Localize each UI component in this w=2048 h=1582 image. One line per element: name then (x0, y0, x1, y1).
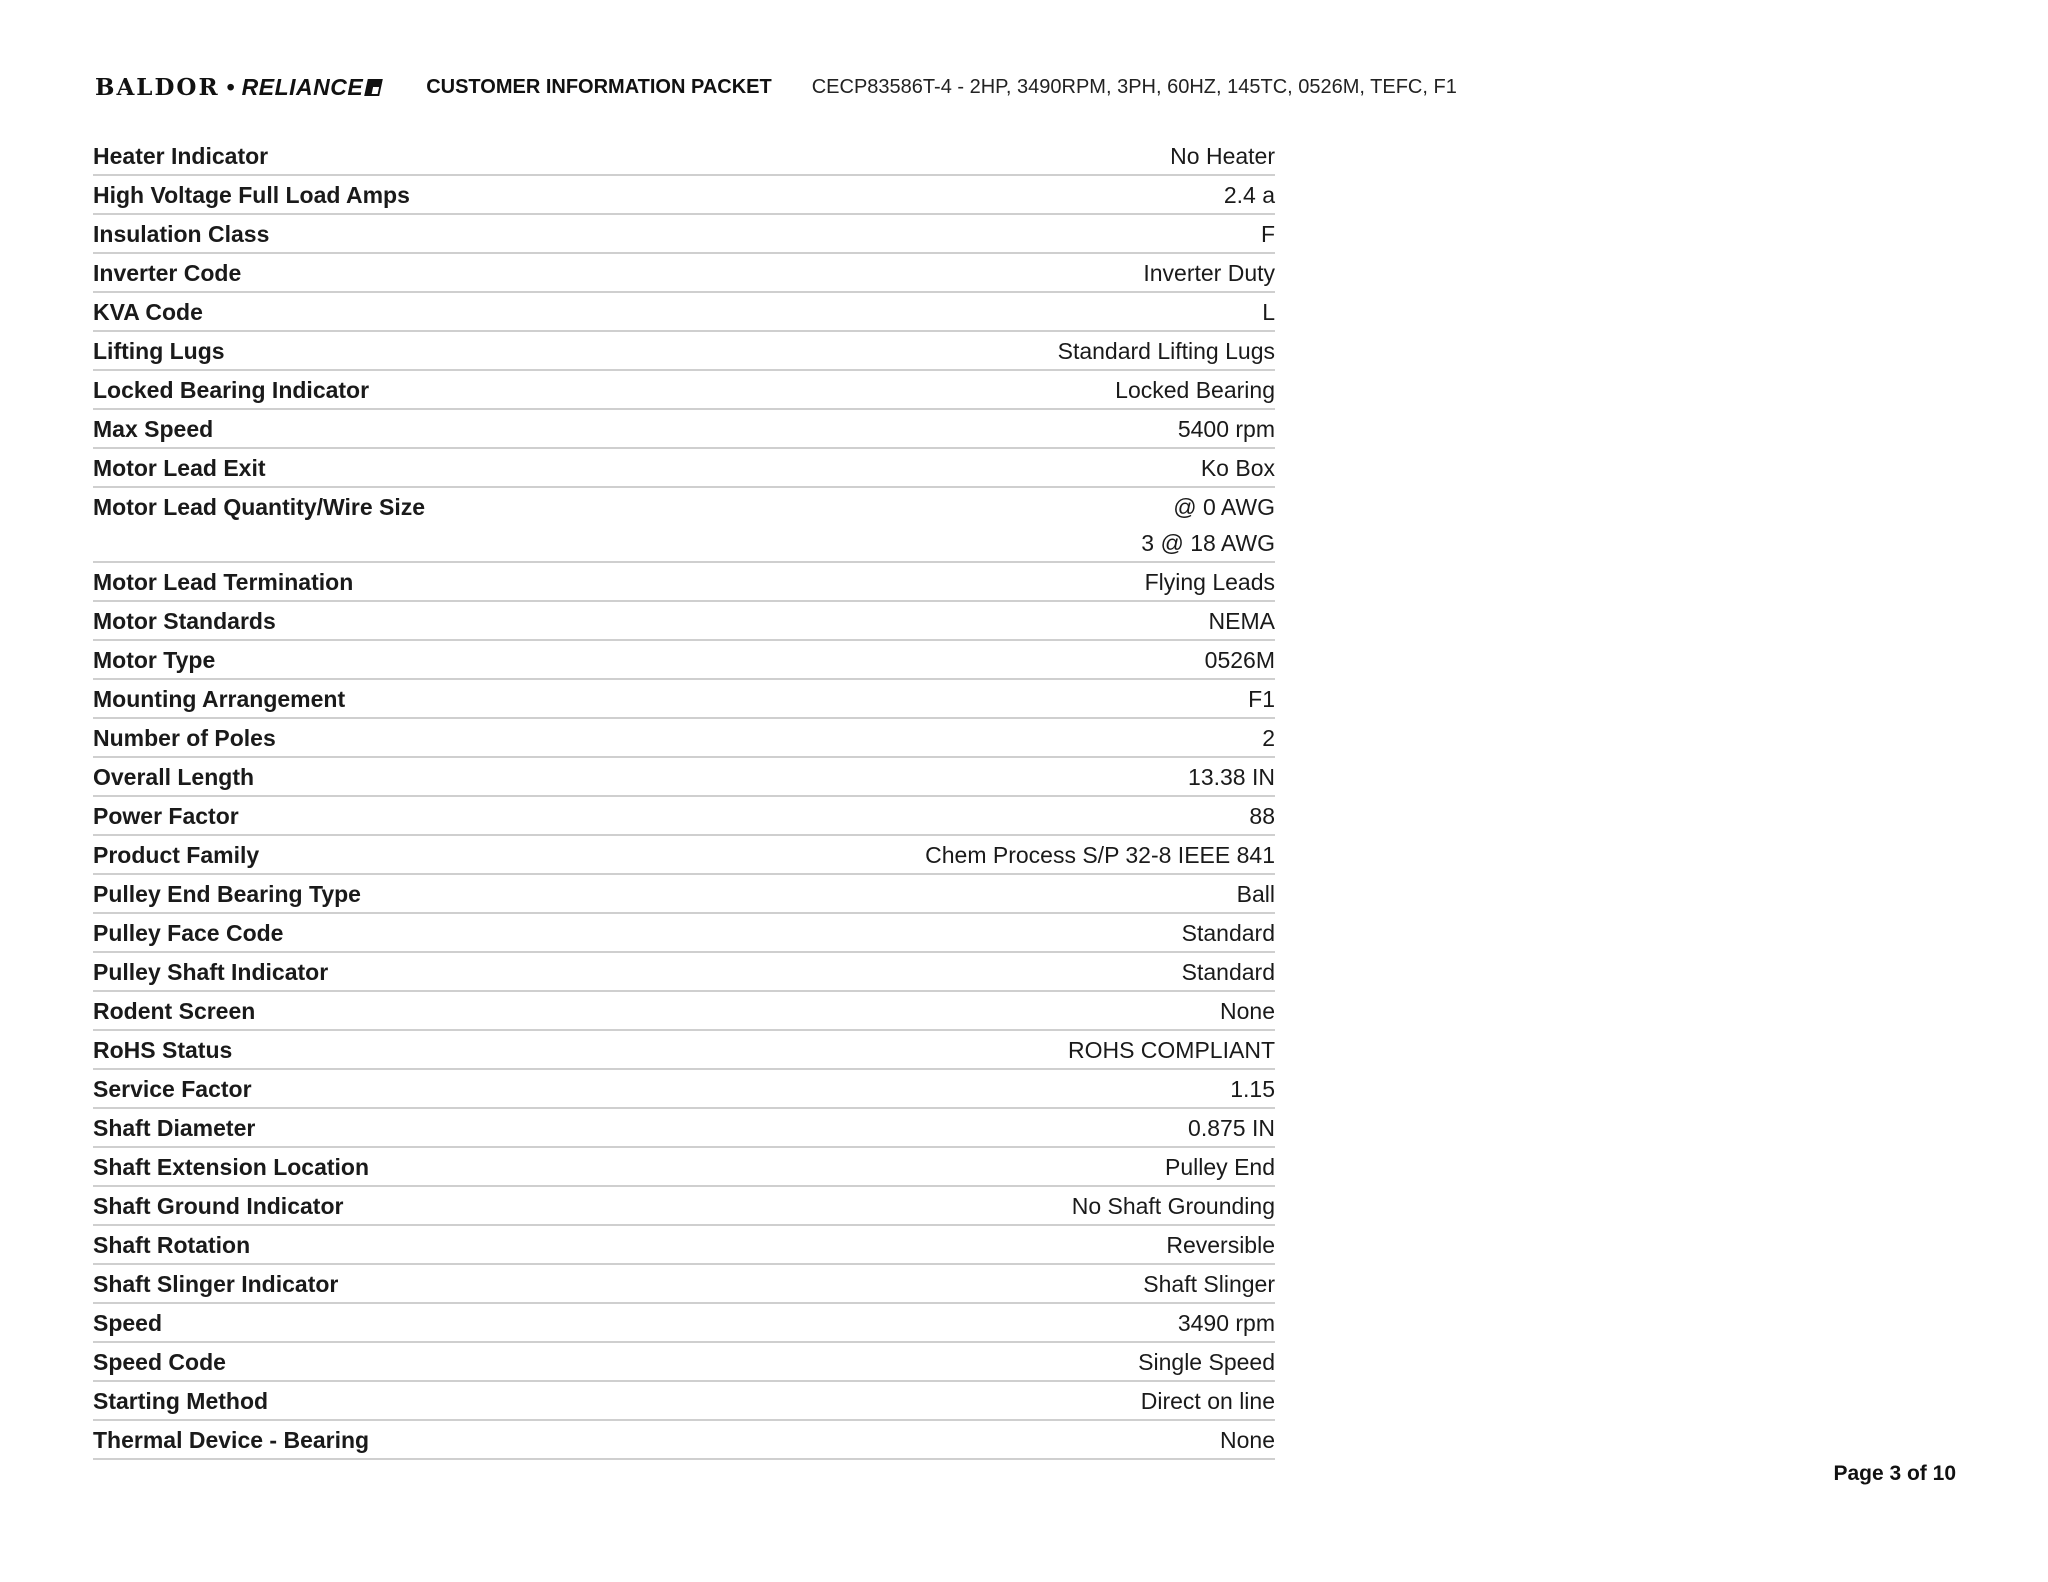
spec-row (93, 1226, 1275, 1265)
spec-label: Number of Poles (93, 725, 276, 751)
spec-value: 1.15 (1230, 1076, 1275, 1102)
document-title: CUSTOMER INFORMATION PACKET (426, 75, 772, 98)
spec-value: 13.38 IN (1188, 764, 1275, 790)
spec-value: Inverter Duty (1143, 260, 1275, 286)
spec-row (93, 1070, 1275, 1109)
spec-label: Starting Method (93, 1388, 269, 1414)
spec-label: Mounting Arrangement (93, 686, 346, 712)
page-header (95, 72, 1457, 102)
spec-label: Pulley Face Code (93, 920, 284, 946)
spec-row (93, 488, 1275, 563)
reliance-mark-icon (364, 79, 383, 96)
spec-value: No Shaft Grounding (1071, 1193, 1275, 1219)
spec-label: Locked Bearing Indicator (93, 377, 370, 403)
spec-label: Speed Code (93, 1349, 226, 1375)
spec-value: 88 (1249, 803, 1275, 829)
logo-separator: • (226, 73, 235, 100)
spec-row (93, 914, 1275, 953)
spec-label: Pulley End Bearing Type (93, 881, 361, 907)
spec-label: Power Factor (93, 803, 239, 829)
spec-value: F (1260, 221, 1275, 247)
spec-value: Pulley End (1165, 1154, 1275, 1180)
spec-row (93, 332, 1275, 371)
spec-label: Shaft Slinger Indicator (93, 1271, 339, 1297)
spec-label: High Voltage Full Load Amps (93, 182, 410, 208)
spec-value: Locked Bearing (1115, 377, 1275, 403)
spec-row (93, 563, 1275, 602)
spec-label: Lifting Lugs (93, 338, 225, 364)
spec-label: KVA Code (93, 299, 203, 325)
spec-value: Single Speed (1138, 1349, 1275, 1375)
spec-row (93, 875, 1275, 914)
spec-label: Speed (93, 1310, 163, 1336)
spec-label: RoHS Status (93, 1037, 233, 1063)
spec-label: Product Family (93, 842, 260, 868)
spec-row (93, 680, 1275, 719)
spec-label: Overall Length (93, 764, 255, 790)
spec-label: Motor Lead Quantity/Wire Size (93, 494, 426, 520)
spec-label: Pulley Shaft Indicator (93, 959, 329, 985)
spec-label: Service Factor (93, 1076, 252, 1102)
spec-label: Heater Indicator (93, 143, 269, 169)
spec-row (93, 797, 1275, 836)
spec-row (93, 1187, 1275, 1226)
spec-value: Standard (1181, 920, 1275, 946)
spec-row (93, 641, 1275, 680)
spec-value: Shaft Slinger (1143, 1271, 1275, 1297)
spec-value: Direct on line (1140, 1388, 1275, 1414)
spec-value-line: @ 0 AWG (1173, 494, 1275, 520)
spec-label: Insulation Class (93, 221, 270, 247)
spec-row (93, 953, 1275, 992)
spec-row (93, 1031, 1275, 1070)
spec-value: Reversible (1166, 1232, 1275, 1258)
spec-row (93, 1343, 1275, 1382)
spec-row (93, 1382, 1275, 1421)
specifications-table (93, 137, 1275, 1460)
spec-value: L (1262, 299, 1275, 325)
spec-value: 2 (1262, 725, 1275, 751)
spec-label: Motor Lead Exit (93, 455, 266, 481)
spec-row (93, 1304, 1275, 1343)
spec-value: Ko Box (1200, 455, 1275, 481)
spec-row (93, 992, 1275, 1031)
spec-value: NEMA (1208, 608, 1275, 634)
spec-row (93, 293, 1275, 332)
spec-label: Inverter Code (93, 260, 242, 286)
spec-row (93, 836, 1275, 875)
spec-value: 3490 rpm (1177, 1310, 1275, 1336)
spec-value: 5400 rpm (1177, 416, 1275, 442)
spec-label: Shaft Ground Indicator (93, 1193, 344, 1219)
logo-reliance-text: RELIANCE (241, 73, 364, 100)
spec-row (93, 602, 1275, 641)
page-number: Page 3 of 10 (1833, 1462, 1956, 1485)
spec-row (93, 758, 1275, 797)
spec-label: Motor Lead Termination (93, 569, 354, 595)
spec-value: No Heater (1170, 143, 1275, 169)
spec-row (93, 719, 1275, 758)
logo-baldor-text: BALDOR (95, 73, 220, 101)
spec-value: Standard Lifting Lugs (1057, 338, 1275, 364)
spec-value: 2.4 a (1223, 182, 1275, 208)
spec-label: Shaft Diameter (93, 1115, 256, 1141)
spec-row (93, 1265, 1275, 1304)
spec-value-line: 3 @ 18 AWG (1141, 530, 1275, 556)
spec-label: Motor Standards (93, 608, 276, 634)
spec-row (93, 1109, 1275, 1148)
spec-value: 0.875 IN (1188, 1115, 1275, 1141)
spec-value (1141, 488, 1275, 561)
spec-row (93, 137, 1275, 176)
spec-value: None (1220, 1427, 1275, 1453)
spec-value: Flying Leads (1144, 569, 1275, 595)
spec-row (93, 1148, 1275, 1187)
spec-value: None (1220, 998, 1275, 1024)
spec-value: ROHS COMPLIANT (1067, 1037, 1275, 1063)
spec-row (93, 371, 1275, 410)
spec-row (93, 254, 1275, 293)
spec-label: Shaft Rotation (93, 1232, 251, 1258)
spec-value: Standard (1181, 959, 1275, 985)
baldor-reliance-logo (95, 74, 381, 101)
spec-value: 0526M (1204, 647, 1275, 673)
spec-label: Max Speed (93, 416, 214, 442)
spec-label: Rodent Screen (93, 998, 256, 1024)
spec-label: Thermal Device - Bearing (93, 1427, 370, 1453)
spec-value: Chem Process S/P 32-8 IEEE 841 (925, 842, 1275, 868)
spec-label: Shaft Extension Location (93, 1154, 370, 1180)
spec-label: Motor Type (93, 647, 216, 673)
spec-value: Ball (1236, 881, 1275, 907)
spec-row (93, 215, 1275, 254)
spec-row (93, 1421, 1275, 1460)
spec-row (93, 176, 1275, 215)
spec-row (93, 449, 1275, 488)
product-description: CECP83586T-4 - 2HP, 3490RPM, 3PH, 60HZ, 145TC, 0526M, TEFC, F1 (811, 75, 1457, 98)
spec-row (93, 410, 1275, 449)
spec-value: F1 (1248, 686, 1275, 712)
